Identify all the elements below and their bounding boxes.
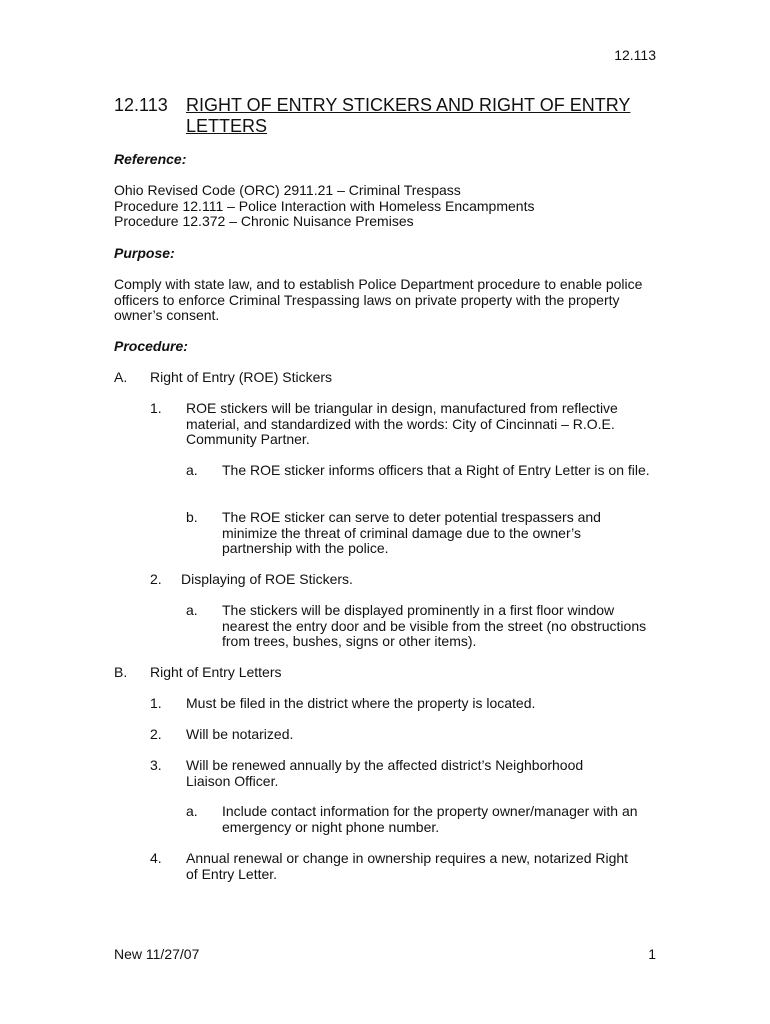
list-marker: a. [186,602,198,618]
letter-filing: Must be filed in the district where the property is located. [186,695,536,711]
section-b-title: Right of Entry Letters [150,664,282,680]
reference-list [114,183,659,230]
footer-status: New 11/27/07 [114,946,200,962]
reference-item: Procedure 12.372 – Chronic Nuisance Premises [114,213,414,229]
list-marker: a. [186,462,198,478]
section-a-marker: A. [114,369,128,385]
header-page-reference: 12.113 [614,47,656,63]
list-marker: a. [186,803,198,819]
displaying-roe-stickers: Displaying of ROE Stickers. [181,571,353,587]
list-marker: 2. [150,571,162,587]
annual-renewal: Annual renewal or change in ownership requires a new, notarized Right of Entry Letter. [186,850,629,882]
reference-item: Ohio Revised Code (ORC) 2911.21 – Criminal Trespass [114,182,461,198]
list-marker: b. [186,509,198,525]
list-marker: 3. [150,757,162,773]
footer-page-number: 1 [648,946,656,962]
letter-notarized: Will be notarized. [186,726,294,742]
purpose-heading: Purpose: [114,245,175,261]
sticker-display-location: The stickers will be displayed prominently in a first floor window nearest the entry door and be visible from the street (no obstructions from trees, bushes, signs or other items). [222,602,647,649]
reference-item: Procedure 12.111 – Police Interaction with Homeless Encampments [114,197,535,214]
list-marker: 4. [150,850,162,866]
list-marker: 1. [150,400,162,416]
section-a-title: Right of Entry (ROE) Stickers [150,369,333,385]
section-b-marker: B. [114,664,128,680]
procedure-heading: Procedure: [114,338,188,354]
purpose-text: Comply with state law, and to establish Police Department procedure to enable police officers to enforce Criminal Trespassing laws on private property with the property owner’s consent. [114,276,643,323]
list-marker: 1. [150,695,162,711]
section-number: 12.113 [114,95,168,115]
letter-renewal: Will be renewed annually by the affected district’s Neighborhood Liaison Officer. [186,757,584,789]
contact-information: Include contact information for the property owner/manager with an emergency or night phone number. [222,803,638,835]
list-marker: 2. [150,726,162,742]
reference-heading: Reference: [114,151,187,167]
roe-sticker-informs: The ROE sticker informs officers that a Right of Entry Letter is on file. [222,462,650,478]
page-title: RIGHT OF ENTRY STICKERS AND RIGHT OF ENTRY LETTERS [186,95,631,136]
roe-sticker-design: ROE stickers will be triangular in design, manufactured from reflective material, and standardized with the words: City of Cincinnati – R.O.E. Community Partner. [186,400,618,447]
roe-sticker-deter: The ROE sticker can serve to deter potential trespassers and minimize the threat of criminal damage due to the owner’s partnership with the police. [222,509,601,556]
